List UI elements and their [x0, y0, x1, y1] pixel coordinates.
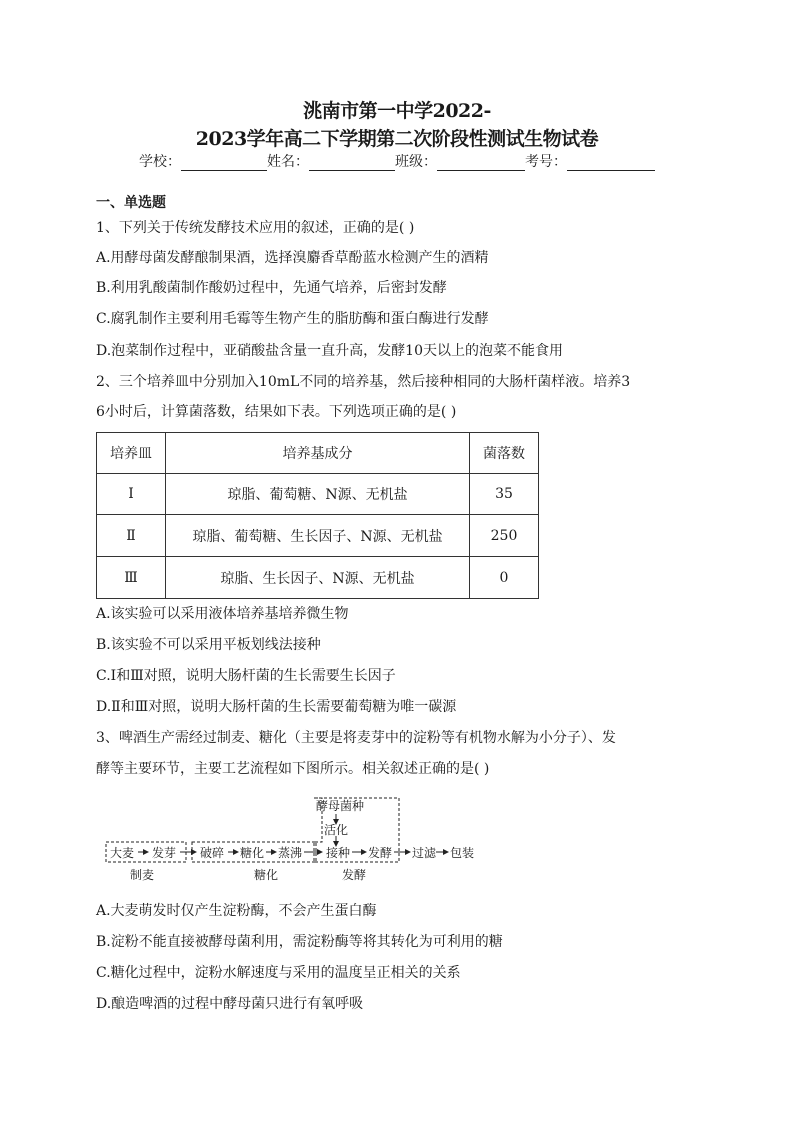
- table-cell-count: 250: [470, 515, 539, 557]
- flow-label-fermentation: 发酵: [342, 868, 367, 882]
- table-cell-medium: 琼脂、葡萄糖、生长因子、N源、无机盐: [166, 515, 470, 557]
- q2-option-c: C.Ⅰ和Ⅲ对照，说明大肠杆菌的生长需要生长因子: [96, 668, 396, 684]
- q3-stem-line2: 酵等主要环节，主要工艺流程如下图所示。相关叙述正确的是( ): [96, 761, 490, 777]
- student-info-row: [0, 151, 794, 171]
- flow-activate: 活化: [324, 823, 349, 837]
- table-row: [97, 557, 539, 599]
- flow-inoculate: 接种: [326, 846, 351, 860]
- table-header-cell: 培养皿: [97, 433, 166, 474]
- q1-option-d: D.泡菜制作过程中，亚硝酸盐含量一直升高，发酵10天以上的泡菜不能食用: [96, 343, 563, 359]
- table-header-row: [97, 433, 539, 474]
- table-cell-dish: Ⅰ: [97, 474, 166, 515]
- q1-option-b: B.利用乳酸菌制作酸奶过程中，先通气培养，后密封发酵: [96, 280, 447, 296]
- class-label: 班级：: [395, 154, 437, 170]
- examno-label: 考号：: [525, 154, 567, 170]
- q2-option-a: A.该实验可以采用液体培养基培养微生物: [96, 606, 349, 622]
- name-label: 姓名：: [267, 154, 309, 170]
- exam-title-line1: 洮南市第一中学2022-: [303, 100, 491, 122]
- culture-table: [96, 432, 539, 599]
- name-blank: [309, 154, 395, 171]
- q1-option-c: C.腐乳制作主要利用毛霉等生物产生的脂肪酶和蛋白酶进行发酵: [96, 311, 489, 327]
- q2-stem-line1: 2、三个培养皿中分别加入10mL不同的培养基，然后接种相同的大肠杆菌样液。培养3: [96, 374, 631, 390]
- table-cell-dish: Ⅲ: [97, 557, 166, 599]
- q3-option-a: A.大麦萌发时仅产生淀粉酶，不会产生蛋白酶: [96, 903, 377, 919]
- table-cell-count: 0: [470, 557, 539, 599]
- q3-stem-line1: 3、啤酒生产需经过制麦、糖化（主要是将麦芽中的淀粉等有机物水解为小分子）、发: [96, 730, 616, 746]
- q2-option-d: D.Ⅱ和Ⅲ对照，说明大肠杆菌的生长需要葡萄糖为唯一碳源: [96, 699, 457, 715]
- table-row: [97, 515, 539, 557]
- table-row: [97, 474, 539, 515]
- q2-option-b: B.该实验不可以采用平板划线法接种: [96, 637, 321, 653]
- q1-option-a: A.用酵母菌发酵酿制果酒，选择溴麝香草酚蓝水检测产生的酒精: [96, 250, 489, 266]
- flow-boil: 蒸沸: [278, 846, 303, 860]
- flow-crush: 破碎: [200, 846, 225, 860]
- brewing-flow-diagram: [104, 796, 504, 882]
- flow-lines: [104, 796, 504, 882]
- school-label: 学校：: [139, 154, 181, 170]
- table-cell-medium: 琼脂、生长因子、N源、无机盐: [166, 557, 470, 599]
- table-cell-dish: Ⅱ: [97, 515, 166, 557]
- q1-stem: 1、下列关于传统发酵技术应用的叙述，正确的是( ): [96, 220, 415, 236]
- q3-option-d: D.酿造啤酒的过程中酵母菌只进行有氧呼吸: [96, 996, 364, 1012]
- table-header-cell: 菌落数: [470, 433, 539, 474]
- examno-blank: [567, 154, 655, 171]
- q2-stem-line2: 6小时后，计算菌落数，结果如下表。下列选项正确的是( ): [96, 404, 457, 420]
- section-title: 一、单选题: [96, 195, 166, 211]
- flow-package: 包装: [450, 846, 475, 860]
- flow-label-malting: 制麦: [130, 868, 155, 882]
- class-blank: [437, 154, 525, 171]
- exam-title-line2: 2023学年高二下学期第二次阶段性测试生物试卷: [195, 128, 599, 150]
- flow-germinate: 发芽: [152, 846, 177, 860]
- flow-yeast: 酵母菌种: [316, 799, 365, 813]
- flow-label-saccharification: 糖化: [254, 868, 279, 882]
- flow-filter: 过滤: [412, 846, 437, 860]
- flow-saccharify: 糖化: [240, 846, 265, 860]
- q3-option-c: C.糖化过程中，淀粉水解速度与采用的温度呈正相关的关系: [96, 965, 461, 981]
- q3-option-b: B.淀粉不能直接被酵母菌利用，需淀粉酶等将其转化为可利用的糖: [96, 934, 503, 950]
- table-header-cell: 培养基成分: [166, 433, 470, 474]
- table-cell-medium: 琼脂、葡萄糖、N源、无机盐: [166, 474, 470, 515]
- flow-ferment: 发酵: [368, 846, 393, 860]
- school-blank: [181, 154, 267, 171]
- flow-barley: 大麦: [110, 846, 135, 860]
- table-cell-count: 35: [470, 474, 539, 515]
